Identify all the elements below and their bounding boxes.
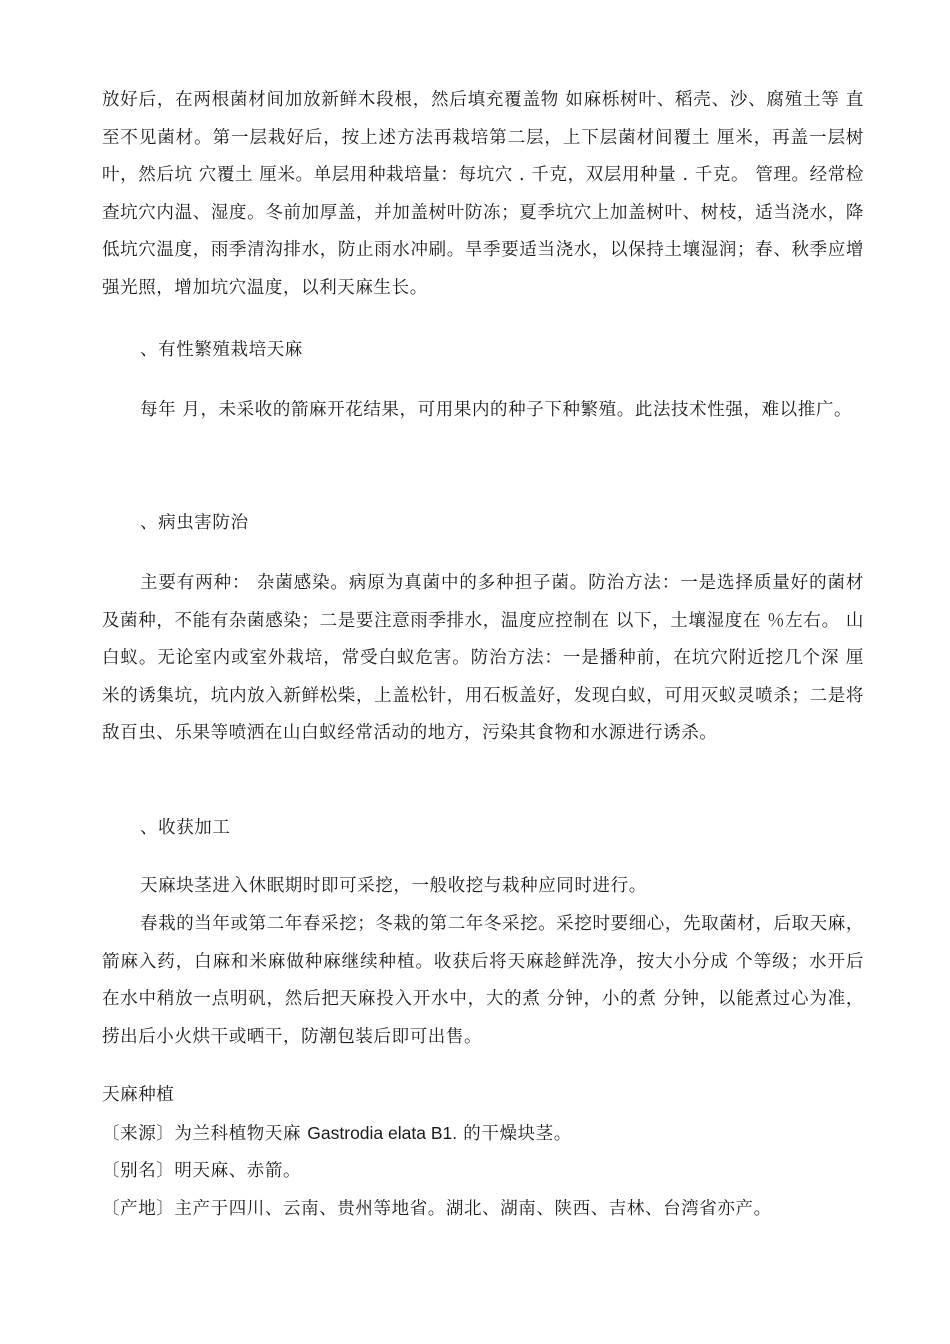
source-latin-name: Gastrodia elata B1.	[307, 1123, 458, 1143]
heading-harvest-processing: 、收获加工	[140, 818, 231, 838]
source-text-end: 的干燥块茎。	[457, 1124, 572, 1144]
entry-origin-line	[102, 1194, 772, 1224]
source-text: 为兰科植物天麻	[174, 1124, 308, 1144]
heading-pest-control: 、病虫害防治	[140, 513, 249, 533]
heading-sexual-propagation: 、有性繁殖栽培天麻	[140, 340, 303, 360]
paragraph-harvest-method: 春栽的当年或第二年春采挖；冬栽的第二年冬采挖。采挖时要细心，先取菌材，后取天麻，箭麻入药，白麻和米麻做种麻继续种植。收获后将天麻趁鲜洗净，按大小分成 个等级；水开后在水中稍放一点明矾，然后把天麻投入开水中，大的煮 分钟，小的煮 分钟，以能煮过心为准，捞出后小火烘干或晒干，防潮包装后即可出售。	[102, 914, 864, 1047]
origin-label: 〔产地〕	[102, 1199, 175, 1219]
origin-text: 主产于四川、云南、贵州等地省。湖北、湖南、陕西、吉林、台湾省亦产。	[174, 1199, 772, 1219]
source-label: 〔来源〕	[102, 1124, 175, 1144]
entry-alias-line	[102, 1156, 301, 1186]
alias-text: 明天麻、赤箭。	[174, 1161, 302, 1181]
alias-label: 〔别名〕	[102, 1161, 175, 1181]
paragraph-sexual-propagation: 每年 月，未采收的箭麻开花结果，可用果内的种子下种繁殖。此法技术性强，难以推广。	[140, 400, 853, 420]
paragraph-pest-control: 主要有两种： 杂菌感染。病原为真菌中的多种担子菌。防治方法：一是选择质量好的菌材及菌种，不能有杂菌感染；二是要注意雨季排水，温度应控制在 以下，土壤湿度在 ％左右。 山白蚁。无论室内或室外栽培，常受白蚁危害。防治方法：一是播种前，在坑穴附近挖几个深 厘米的诱集坑，坑内放入新鲜松柴，上盖松针，用石板盖好，发现白蚁，可用灭蚁灵喷杀；二是将敌百虫、乐果等喷洒在山白蚁经常活动的地方，污染其食物和水源进行诱杀。	[102, 573, 864, 743]
paragraph-harvest-timing: 天麻块茎进入休眠期时即可采挖，一般收挖与栽种应同时进行。	[140, 876, 647, 896]
entry-title: 天麻种植	[102, 1085, 175, 1105]
entry-source-line	[102, 1118, 572, 1149]
paragraph-cultivation-management: 放好后，在两根菌材间加放新鲜木段根，然后填充覆盖物 如麻栎树叶、稻壳、沙、腐殖土等 直至不见菌材。第一层栽好后，按上述方法再栽培第二层，上下层菌材间覆土 厘米，再盖一层树叶，然后坑 穴覆土 厘米。单层用种栽培量：每坑穴 . 千克，双层用种量 . 千克。 管理。经常检查坑穴内温、湿度。冬前加厚盖，并加盖树叶防冻；夏季坑穴上加盖树叶、树枝，适当浇水，降低坑穴温度，雨季清沟排水，防止雨水冲刷。旱季要适当浇水，以保持土壤湿润；春、秋季应增强光照，增加坑穴温度，以利天麻生长。	[102, 90, 864, 298]
